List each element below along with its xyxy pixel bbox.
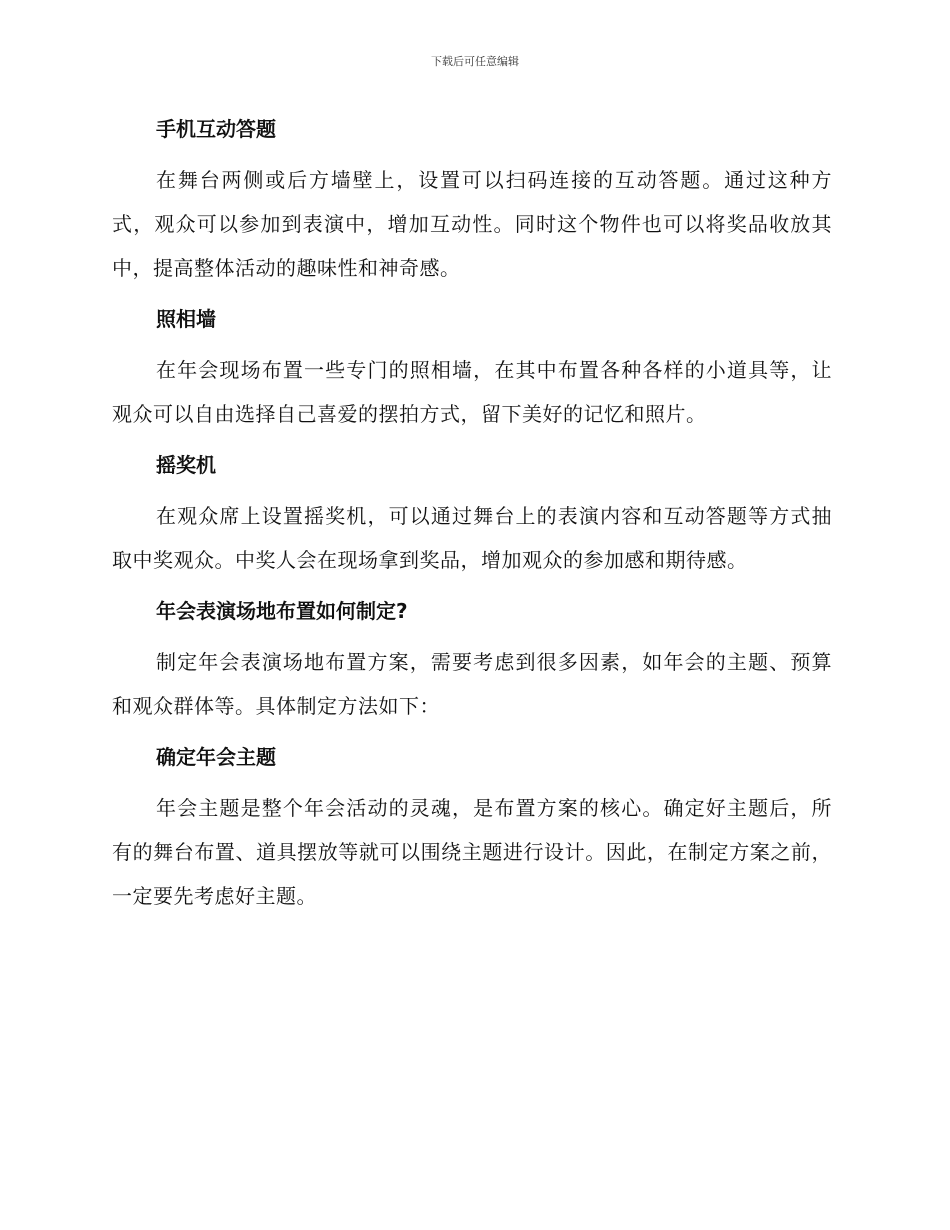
section-paragraph-mobile-quiz: 在舞台两侧或后方墙壁上，设置可以扫码连接的互动答题。通过这种方式，观众可以参加到表演中，增加互动性。同时这个物件也可以将奖品收放其中，提高整体活动的趣味性和神奇感。 [112, 168, 832, 280]
section-paragraph-venue-planning: 制定年会表演场地布置方案，需要考虑到很多因素，如年会的主题、预算和观众群体等。具体制定方法如下： [112, 650, 832, 718]
section-heading-mobile-quiz: 手机互动答题 [156, 117, 276, 141]
section-paragraph-lottery-machine: 在观众席上设置摇奖机，可以通过舞台上的表演内容和互动答题等方式抽取中奖观众。中奖人会在现场拿到奖品，增加观众的参加感和期待感。 [112, 504, 832, 572]
document-body [112, 112, 832, 930]
section-heading-venue-planning: 年会表演场地布置如何制定? [156, 599, 408, 623]
section-heading-theme: 确定年会主题 [156, 745, 276, 769]
section-heading-lottery-machine: 摇奖机 [156, 453, 216, 477]
section-paragraph-photo-wall: 在年会现场布置一些专门的照相墙，在其中布置各种各样的小道具等，让观众可以自由选择自己喜爱的摆拍方式，留下美好的记忆和照片。 [112, 358, 832, 426]
page-header: 下载后可任意编辑 [431, 55, 519, 68]
section-heading-photo-wall: 照相墙 [156, 307, 216, 331]
section-paragraph-theme: 年会主题是整个年会活动的灵魂，是布置方案的核心。确定好主题后，所有的舞台布置、道具摆放等就可以围绕主题进行设计。因此，在制定方案之前，一定要先考虑好主题。 [112, 796, 832, 908]
